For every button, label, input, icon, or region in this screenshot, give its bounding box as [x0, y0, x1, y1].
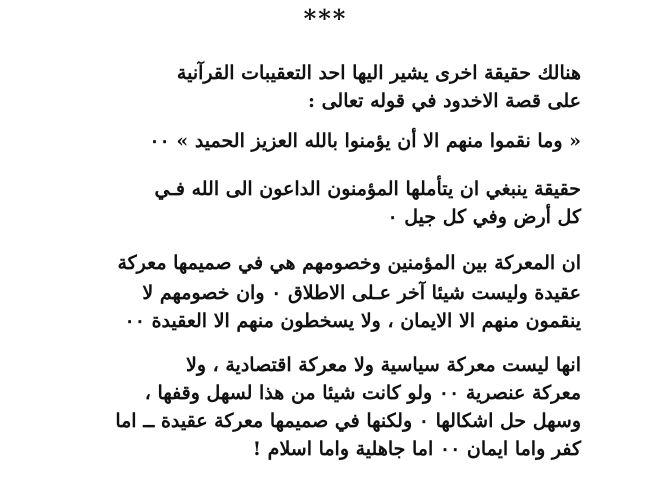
quran-verse-line: « وما نقموا منهم الا أن يؤمنوا بالله العزيز الحميد » ٠٠ — [149, 130, 581, 152]
text-line: وسهل حل اشكالها ٠ ولكنها في صميمها معركة عقيدة ــ اما — [115, 410, 581, 432]
text-line: هنالك حقيقة اخرى يشير اليها احد التعقيبات القرآنية — [176, 62, 581, 84]
text-line: معركة عنصرية ٠٠ ولو كانت شيئا من هذا لسهل وقفها ، — [144, 382, 581, 404]
text-line: حقيقة ينبغي ان يتأملها المؤمنون الداعون الى الله فـي — [154, 178, 581, 200]
text-line: على قصة الاخدود في قوله تعالى : — [307, 90, 581, 112]
text-line: كل أرض وفي كل جيل ٠ — [387, 206, 581, 228]
text-line: ان المعركة بين المؤمنين وخصومهم هي في صميمها معركة — [117, 252, 581, 274]
text-line: كفر واما ايمان ٠٠ اما جاهلية واما اسلام ! — [252, 438, 581, 460]
text-line: انها ليست معركة سياسية ولا معركة اقتصادية ، ولا — [185, 354, 581, 376]
section-separator: *** — [303, 4, 348, 33]
text-line: عقيدة وليست شيئا آخر عـلى الاطلاق ٠ وان خصومهم لا — [142, 282, 581, 304]
text-line: ينقمون منهم الا الايمان ، ولا يسخطون منهم الا العقيدة ٠٠ — [124, 310, 581, 332]
